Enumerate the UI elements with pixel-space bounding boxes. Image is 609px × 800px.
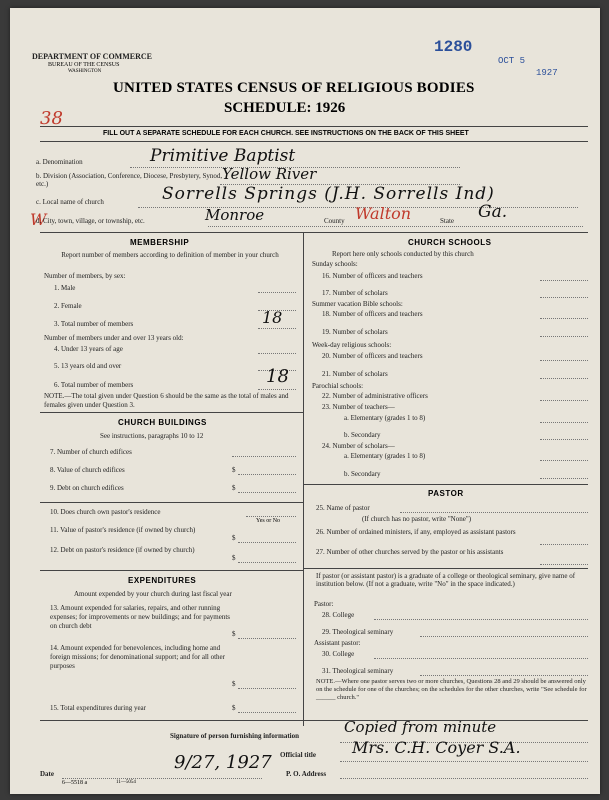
received-year-stamp: 1927 <box>536 68 558 78</box>
over-13-label: 5. 13 years old and over <box>54 362 122 370</box>
scholars-elementary-label: a. Elementary (grades 1 to 8) <box>344 452 426 460</box>
state-value: Ga. <box>478 202 508 222</box>
summer-officers-label: 18. Number of officers and teachers <box>322 310 423 318</box>
date-value: 9/27, 1927 <box>174 752 272 773</box>
signature-label: Signature of person furnishing information <box>170 732 299 740</box>
county-label: County <box>324 217 345 225</box>
teachers-secondary-label: b. Secondary <box>344 431 381 439</box>
male-label: 1. Male <box>54 284 76 292</box>
residence-value-label: 11. Value of pastor's residence (if owned by church) <box>50 526 196 534</box>
official-title-label: Official title <box>280 751 316 759</box>
assistant-college-label: 30. College <box>322 650 355 658</box>
assistant-pastors-label: 26. Number of ordained ministers, if any, employed as assistant pastors <box>316 528 516 536</box>
weekday-officers-label: 20. Number of officers and teachers <box>322 352 423 360</box>
form-subtitle: SCHEDULE: 1926 <box>224 100 346 116</box>
census-schedule-form <box>10 8 600 794</box>
running-expenses-dollar: $ <box>232 630 236 638</box>
membership-intro: Report number of members according to definition of member in your church <box>61 251 279 259</box>
buildings-intro: See instructions, paragraphs 10 to 12 <box>100 432 204 440</box>
summer-schools-label: Summer vacation Bible schools: <box>312 300 403 308</box>
parochial-schools-label: Parochial schools: <box>312 382 364 390</box>
edifices-debt-dollar: $ <box>232 484 236 492</box>
teachers-elementary-label: a. Elementary (grades 1 to 8) <box>344 414 426 422</box>
denomination-value: Primitive Baptist <box>150 146 296 166</box>
graduate-note: If pastor (or assistant pastor) is a graduate of a college or theological seminary, give name of institution below. (If not a graduate, write "No" in the space indicated.) <box>316 572 576 588</box>
official-title-value: Mrs. C.H. Coyer S.A. <box>352 738 521 757</box>
po-address-label: P. O. Address <box>286 770 327 778</box>
edifices-debt-label: 9. Debt on church edifices <box>50 484 124 492</box>
instruction-banner: FILL OUT A SEPARATE SCHEDULE FOR EACH CHURCH. SEE INSTRUCTIONS ON THE BACK OF THIS SHEET <box>103 130 469 137</box>
buildings-heading: CHURCH BUILDINGS <box>118 418 207 427</box>
yes-or-no-hint: Yes or No <box>256 518 281 524</box>
pastor-name-label: 25. Name of pastor <box>316 504 370 512</box>
benevolences-label: 14. Amount expended for benevolences, including home and foreign missions; for denominational support; and for all other purposes <box>50 644 225 670</box>
under-13-label: 4. Under 13 years of age <box>54 345 123 353</box>
residence-debt-label: 12. Debt on pastor's residence (if owned by church) <box>50 546 195 554</box>
other-churches-label: 27. Number of other churches served by the pastor or his assistants <box>316 548 504 556</box>
assistant-sublabel: Assistant pastor: <box>314 639 361 647</box>
signature-value: Copied from minute <box>344 718 497 736</box>
pastor-sublabel: Pastor: <box>314 600 334 608</box>
pastor-residence-label: 10. Does church own pastor's residence <box>50 508 161 516</box>
county-value: Walton <box>355 204 412 223</box>
city-label: WASHINGTON <box>68 69 102 74</box>
pastor-seminary-label: 29. Theological seminary <box>322 628 394 636</box>
department-label: DEPARTMENT OF COMMERCE <box>32 52 153 61</box>
division-value: Yellow River <box>222 165 317 183</box>
assistant-seminary-label: 31. Theological seminary <box>322 667 394 675</box>
membership-heading: MEMBERSHIP <box>130 238 190 247</box>
church-edifices-count-label: 7. Number of church edifices <box>50 448 132 456</box>
city-value: Monroe <box>205 206 265 224</box>
margin-check-mark: W <box>30 210 47 229</box>
state-label: State <box>440 217 454 225</box>
print-number: 11—5054 <box>116 780 136 785</box>
total-members-label: 3. Total number of members <box>54 320 134 328</box>
expenditures-heading: EXPENDITURES <box>128 576 197 585</box>
form-title: UNITED STATES CENSUS OF RELIGIOUS BODIES <box>113 80 475 96</box>
sunday-schools-label: Sunday schools: <box>312 260 358 268</box>
received-date-stamp: OCT 5 <box>498 56 526 66</box>
bureau-label: BUREAU OF THE CENSUS <box>48 62 120 68</box>
residence-debt-dollar: $ <box>232 554 236 562</box>
file-number-stamp: 1280 <box>434 38 473 56</box>
teachers-label: 23. Number of teachers— <box>322 403 395 411</box>
membership-note: NOTE.—The total given under Question 6 should be the same as the total of males and females given under Question 3. <box>44 392 289 409</box>
residence-value-dollar: $ <box>232 534 236 542</box>
pastor-none-note: (If church has no pastor, write "None") <box>362 515 472 523</box>
total-expenditures-dollar: $ <box>232 704 236 712</box>
pastor-heading: PASTOR <box>428 489 464 498</box>
sunday-scholars-label: 17. Number of scholars <box>322 289 388 297</box>
schools-heading: CHURCH SCHOOLS <box>408 238 492 247</box>
city-label-field: d. City, town, village, or township, etc. <box>36 217 145 225</box>
expenditures-intro: Amount expended by your church during last fiscal year <box>74 590 232 598</box>
scholars-secondary-label: b. Secondary <box>344 470 381 478</box>
parochial-officers-label: 22. Number of administrative officers <box>322 392 428 400</box>
total-members-6-label: 6. Total number of members <box>54 381 134 389</box>
running-expenses-label: 13. Amount expended for salaries, repairs, and other running expenses; for improvements or new buildings; and for payments on church debt <box>50 604 231 630</box>
red-tally-number: 38 <box>40 108 63 129</box>
pastor-bottom-note: NOTE.—Where one pastor serves two or more churches, Questions 28 and 29 should be answered only on the schedule for one of the churches; on the schedules for the other churches, write "See schedule for ______ church." <box>316 678 587 701</box>
schools-intro: Report here only schools conducted by this church <box>332 250 474 258</box>
edifices-value-label: 8. Value of church edifices <box>50 466 125 474</box>
local-name-label: c. Local name of church <box>36 198 104 206</box>
form-number: 6—5518 a <box>62 780 88 786</box>
summer-scholars-label: 19. Number of scholars <box>322 328 388 336</box>
members-by-sex-label: Number of members, by sex: <box>44 272 126 280</box>
denomination-label: a. Denomination <box>36 158 83 166</box>
total-members-6-value: 18 <box>266 366 289 387</box>
weekday-scholars-label: 21. Number of scholars <box>322 370 388 378</box>
scholars-label: 24. Number of scholars— <box>322 442 395 450</box>
total-expenditures-label: 15. Total expenditures during year <box>50 704 146 712</box>
weekday-schools-label: Week-day religious schools: <box>312 341 392 349</box>
benevolences-dollar: $ <box>232 680 236 688</box>
female-label: 2. Female <box>54 302 82 310</box>
local-name-value: Sorrells Springs (J.H. Sorrells Ind) <box>162 184 495 204</box>
under-over-label: Number of members under and over 13 years old: <box>44 334 184 342</box>
total-members-value: 18 <box>262 308 283 327</box>
date-label: Date <box>40 770 54 778</box>
edifices-value-dollar: $ <box>232 466 236 474</box>
division-label: b. Division (Association, Conference, Diocese, Presbytery, Synod, etc.) <box>36 172 223 188</box>
pastor-college-label: 28. College <box>322 611 355 619</box>
sunday-officers-label: 16. Number of officers and teachers <box>322 272 423 280</box>
